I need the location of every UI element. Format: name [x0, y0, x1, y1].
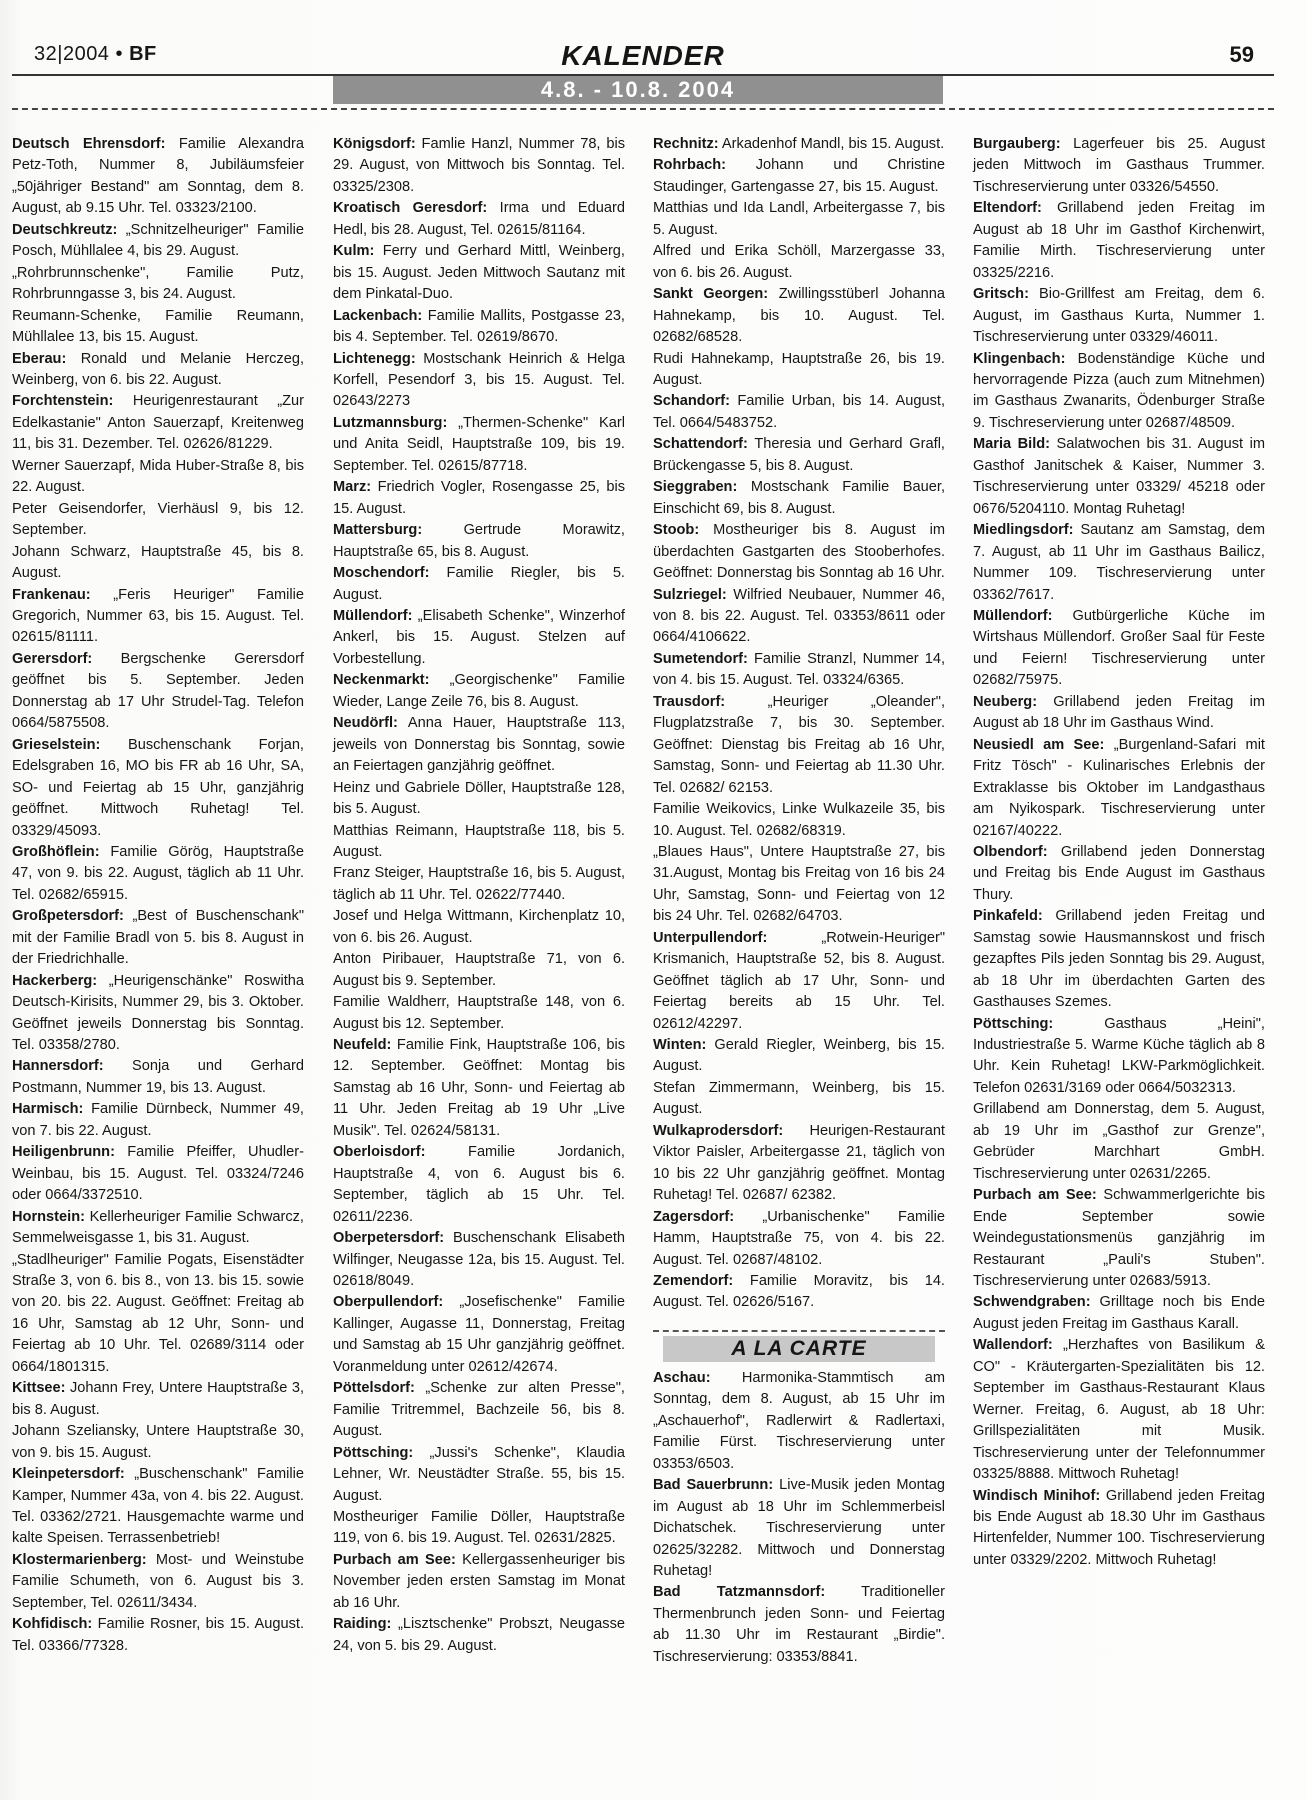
listing-entry [12, 906, 304, 970]
listing-entry [973, 284, 1265, 348]
listing-entry [12, 391, 304, 455]
listing-entry [12, 1550, 304, 1614]
listing-entry [333, 1228, 625, 1292]
listing-place: Müllendorf: [333, 607, 413, 624]
listing-text: Familie Dürnbeck, Nummer 49, von 7. bis 22. August. [12, 1101, 304, 1139]
listing-entry [973, 198, 1265, 284]
listing-entry [333, 778, 625, 821]
listing-text: Irma und Eduard Hedl, bis 28. August, Tel. 02615/81164. [333, 200, 625, 238]
listing-place: Raiding: [333, 1616, 392, 1633]
listing-place: Pöttsching: [973, 1015, 1054, 1032]
listing-text: Stefan Zimmermann, Weinberg, bis 15. August. [653, 1079, 945, 1118]
listing-entry [973, 735, 1265, 842]
listing-entry [12, 499, 304, 542]
listing-text: Ferry und Gerhard Mittl, Weinberg, bis 15. August. Jeden Mittwoch Sautanz mit dem Pinkatal-Duo. [333, 243, 625, 303]
page-header [12, 40, 1274, 74]
listing-place: Großhöflein: [12, 843, 100, 860]
listing-entry [973, 1292, 1265, 1335]
listing-place: Oberpetersdorf: [333, 1230, 445, 1247]
listing-entry [12, 542, 304, 585]
listing-place: Stoob: [653, 522, 700, 539]
listing-entry [973, 606, 1265, 692]
listing-entry [653, 520, 945, 584]
listing-place: Neudörfl: [333, 715, 398, 732]
listing-text: Johann und Christine Staudinger, Gartengasse 27, bis 15. August. [653, 157, 946, 195]
listing-place: Schandorf: [653, 393, 731, 410]
listing-entry [653, 1582, 945, 1668]
listing-text: Bodenständige Küche und hervorragende Pizza (auch zum Mitnehmen) im Gasthaus Zwanarits, Ödenburger Straße 9. Tischreservierung unter 02687/48509. [973, 350, 1265, 431]
listing-entry [333, 241, 625, 305]
listing-text: Bergschenke Gerersdorf geöffnet bis 5. September. Jeden Donnerstag ab 17 Uhr Strudel-Tag. Telefon 0664/5875508. [12, 650, 304, 732]
listing-entry [653, 284, 945, 348]
listing-text: Matthias und Ida Landl, Arbeitergasse 7, bis 5. August. [653, 200, 945, 238]
listing-entry [333, 821, 625, 864]
listing-text: Mostheuriger bis 8. August im überdachten Gastgarten des Stooberhofes. Geöffnet: Donnerstag bis Sonntag ab 16 Uhr. [653, 522, 945, 582]
listing-place: Purbach am See: [973, 1187, 1097, 1204]
listing-entry [12, 735, 304, 842]
listing-text: Grillabend jeden Donnerstag und Freitag bis Ende August im Gasthaus Thury. [973, 843, 1265, 903]
listing-text: „Stadlheuriger" Familie Pogats, Eisenstädter Straße 3, von 6. bis 8., von 13. bis 15. sowie von 20. bis 22. August. Geöffnet: Freitag ab 16 Uhr, Samstag ab 12 Uhr, Sonn- und Feiertag ab 10 Uhr. Tel. 02689/3114 oder 0664/1801315. [12, 1251, 304, 1375]
listing-place: Wulkaprodersdorf: [653, 1122, 784, 1139]
listing-entry [333, 1614, 625, 1657]
listing-place: Sankt Georgen: [653, 286, 769, 303]
listing-entry [653, 391, 945, 434]
listing-place: Winten: [653, 1037, 707, 1054]
listing-entry [12, 971, 304, 1057]
listing-text: Buschenschank Forjan, Edelsgraben 16, MO bis FR ab 16 Uhr, SA, SO- und Feiertag ab 15 Uhr, ganzjährig geöffnet. Mittwoch Ruhetag! Tel. 03329/45093. [12, 736, 304, 839]
listing-text: Lagerfeuer bis 25. August jeden Mittwoch im Gasthaus Trummer. Tischreservierung unter 03326/54550. [973, 136, 1265, 195]
listing-text: „Feris Heuriger" Familie Gregorich, Nummer 63, bis 15. August. Tel. 02615/81111. [12, 586, 304, 646]
column-3-entries [653, 134, 945, 1314]
listing-text: „Georgischenke" Familie Wieder, Lange Zeile 76, bis 8. August. [333, 672, 625, 710]
listing-text: Most- und Weinstube Familie Schumeth, von 6. August bis 3. September, Tel. 02611/3434. [12, 1551, 304, 1611]
listing-text: „Buschenschank" Familie Kamper, Nummer 43a, von 4. bis 22. August. Tel. 03362/2721. Hausgemachte warme und kalte Speisen. Terrassenbetrieb! [12, 1466, 304, 1547]
listing-text: Theresia und Gerhard Grafl, Brückengasse 5, bis 8. August. [653, 436, 945, 474]
listing-place: Frankenau: [12, 586, 91, 603]
listing-entry [333, 477, 625, 520]
listing-place: Miedlingsdorf: [973, 522, 1074, 539]
listing-text: Grillabend am Donnerstag, dem 5. August, ab 19 Uhr im „Gasthof zur Grenze", Gebrüder Marchhart GmbH. Tischreservierung unter 02631/2265. [973, 1101, 1265, 1182]
listing-entry [12, 220, 304, 263]
listing-place: Pinkafeld: [973, 908, 1043, 925]
listing-text: „Schenke zur alten Presse", Familie Tritremmel, Bachzeile 56, bis 8. August. [333, 1380, 625, 1440]
a-la-carte-title: A LA CARTE [663, 1336, 935, 1362]
listing-entry [333, 670, 625, 713]
listing-text: „Schnitzelheuriger" Familie Posch, Mühllalee 4, bis 29. August. [12, 221, 304, 260]
listing-entry [333, 520, 625, 563]
listing-entry [653, 842, 945, 928]
listing-entry [333, 1142, 625, 1228]
listing-text: Bio-Grillfest am Freitag, dem 6. August, im Gasthaus Kurta, Nummer 1. Tischreservierung unter 03329/46011. [973, 286, 1265, 346]
listing-place: Neusiedl am See: [973, 736, 1105, 753]
listing-text: Salatwochen bis 31. August im Gasthof Janitschek & Kaiser, Nummer 3. Tischreservierung unter 03329/ 45218 oder 0676/5204110. Montag Ruhetag! [973, 436, 1265, 517]
listing-place: Olbendorf: [973, 843, 1048, 860]
listing-entry [12, 349, 304, 392]
listing-place: Schwendgraben: [973, 1294, 1091, 1311]
listing-text: Peter Geisendorfer, Vierhäusl 9, bis 12. September. [12, 500, 304, 539]
column-3 [653, 134, 945, 1668]
listing-entry [653, 1121, 945, 1207]
listing-text: Grilltage noch bis Ende August jeden Freitag im Gasthaus Karall. [973, 1294, 1265, 1332]
listing-text: Rudi Hahnekamp, Hauptstraße 26, bis 19. August. [653, 350, 945, 388]
listing-entry [333, 906, 625, 949]
listing-entry [333, 992, 625, 1035]
listing-text: Josef und Helga Wittmann, Kirchenplatz 10, von 6. bis 26. August. [333, 908, 625, 946]
listing-text: Buschenschank Elisabeth Wilfinger, Neugasse 12a, bis 15. August. Tel. 02618/8049. [333, 1230, 625, 1290]
column-1 [12, 134, 304, 1657]
listing-place: Neufeld: [333, 1037, 392, 1054]
listing-entry [333, 863, 625, 906]
listing-place: Klingenbach: [973, 350, 1066, 367]
listing-text: „Thermen-Schenke" Karl und Anita Seidl, Hauptstraße 109, bis 19. September. Tel. 02615/87718. [333, 414, 625, 474]
listing-place: Rohrbach: [653, 157, 726, 174]
a-la-carte-heading [653, 1330, 945, 1362]
listing-text: Friedrich Vogler, Rosengasse 25, bis 15. August. [333, 479, 625, 517]
listing-place: Gritsch: [973, 286, 1029, 303]
listing-text: Harmonika-Stammtisch am Sonntag, dem 8. August, ab 15 Uhr im „Aschauerhof", Radlerwirt & Radlertaxi, Familie Fürst. Tischreservierung unter 03353/6503. [653, 1369, 945, 1472]
listing-place: Bad Sauerbrunn: [653, 1477, 774, 1494]
listing-text: Anton Piribauer, Hauptstraße 71, von 6. August bis 9. September. [333, 951, 625, 989]
listing-entry [333, 1378, 625, 1442]
listing-place: Kulm: [333, 243, 375, 260]
listing-text: „Elisabeth Schenke", Winzerhof Ankerl, bis 15. August. Stelzen auf Vorbestellung. [333, 607, 625, 667]
listing-entry [333, 198, 625, 241]
listing-text: Wilfried Neubauer, Nummer 46, von 8. bis 22. August. Tel. 03353/8611 oder 0664/4106622. [653, 586, 945, 646]
listing-entry [333, 1035, 625, 1142]
date-range-banner: 4.8. - 10.8. 2004 [333, 76, 943, 104]
listing-entry [12, 306, 304, 349]
listing-entry [653, 1368, 945, 1475]
listing-entry [12, 134, 304, 220]
listing-text: Familie Rosner, bis 15. August. Tel. 03366/77328. [12, 1616, 304, 1654]
listing-place: Heiligenbrunn: [12, 1144, 115, 1161]
listing-place: Bad Tatzmannsdorf: [653, 1584, 826, 1601]
listing-text: Heurigen-Restaurant Viktor Paisler, Arbeitergasse 21, täglich von 10 bis 22 Uhr ganzjährig geöffnet. Montag Ruhetag! Tel. 02687/ 62382. [653, 1122, 945, 1204]
listing-text: „Best of Buschenschank" mit der Familie Bradl von 5. bis 8. August in der Friedrichhalle. [12, 908, 304, 968]
listing-entry [973, 1185, 1265, 1292]
listing-entry [973, 1335, 1265, 1485]
listing-entry [12, 456, 304, 499]
listing-text: Schwammerlgerichte bis Ende September sowie Weindegustationsmenüs ganzjährig im Restaurant „Pauli's Stuben". Tischreservierung unter 02683/5913. [973, 1187, 1266, 1290]
listing-entry [653, 1035, 945, 1078]
listing-entry [12, 1099, 304, 1142]
listing-entry [333, 1292, 625, 1378]
listing-text: Werner Sauerzapf, Mida Huber-Straße 8, bis 22. August. [12, 457, 304, 496]
listing-entry [973, 842, 1265, 906]
listing-text: Zwillingsstüberl Johanna Hahnekamp, bis 10. August. Tel. 02682/68528. [653, 286, 945, 346]
listing-place: Königsdorf: [333, 136, 416, 152]
listing-entry [333, 563, 625, 606]
listing-text: Matthias Reimann, Hauptstraße 118, bis 5. August. [333, 822, 625, 860]
listing-place: Wallendorf: [973, 1337, 1053, 1354]
listing-text: Kellerheuriger Familie Schwarcz, Semmelweisgasse 1, bis 31. August. [12, 1208, 304, 1247]
listing-text: Familie Alexandra Petz-Toth, Nummer 8, Jubiläumsfeier „50jähriger Bestand" am Sonntag, dem 8. August, ab 9.15 Uhr. Tel. 03323/2100. [12, 136, 305, 217]
listing-entry [973, 692, 1265, 735]
listing-place: Sumetendorf: [653, 650, 748, 667]
listing-place: Eberau: [12, 350, 67, 367]
listing-entry [333, 306, 625, 349]
listing-text: Sautanz am Samstag, dem 7. August, ab 11 Uhr im Gasthaus Bailicz, Nummer 109. Tischreservierung unter 03362/7617. [973, 522, 1265, 603]
listing-text: Familie Jordanich, Hauptstraße 4, von 6. August bis 6. September, täglich ab 15 Uhr. Tel. 02611/2236. [333, 1144, 625, 1225]
listing-entry [653, 1207, 945, 1271]
listing-entry [333, 1550, 625, 1614]
listing-text: Grillabend jeden Freitag bis Ende August ab 18.30 Uhr im Gasthaus Hirtenfelder, Nummer 100. Tischreservierung unter 03329/2202. Mittwoch Ruhetag! [973, 1487, 1265, 1568]
listing-place: Sieggraben: [653, 479, 738, 496]
listing-place: Kroatisch Geresdorf: [333, 200, 488, 217]
listing-entry [12, 1421, 304, 1464]
listing-place: Windisch Minihof: [973, 1487, 1101, 1504]
listing-text: Familie Weikovics, Linke Wulkazeile 35, bis 10. August. Tel. 02682/68319. [653, 801, 945, 839]
listing-entry [973, 134, 1265, 198]
listing-entry [973, 434, 1265, 520]
listing-text: Familie Fink, Hauptstraße 106, bis 12. September. Geöffnet: Montag bis Samstag ab 16 Uhr, Sonn- und Feiertag ab 11 Uhr. Jeden Freitag ab 19 Uhr „Live Musik". Tel. 02624/58131. [333, 1037, 626, 1139]
listing-place: Lackenbach: [333, 307, 423, 324]
listing-entry [333, 606, 625, 670]
listing-place: Trausdorf: [653, 693, 726, 710]
listing-text: Familie Waldherr, Hauptstraße 148, von 6. August bis 12. September. [333, 994, 625, 1032]
listing-entry [653, 585, 945, 649]
listing-place: Kleinpetersdorf: [12, 1466, 125, 1483]
section-title: KALENDER [561, 40, 725, 71]
listing-place: Kohfidisch: [12, 1616, 93, 1633]
listing-entry [12, 649, 304, 735]
listing-place: Hackerberg: [12, 972, 98, 989]
listing-place: Hannersdorf: [12, 1058, 104, 1075]
paper-name: BF [129, 43, 157, 65]
listing-place: Pöttelsdorf: [333, 1380, 415, 1397]
listing-entry [12, 263, 304, 306]
listing-place: Moschendorf: [333, 565, 430, 582]
listing-entry [333, 713, 625, 777]
listing-place: Schattendorf: [653, 436, 748, 453]
listing-text: Grillabend jeden Freitag im August ab 18 Uhr im Gasthaus Wind. [973, 693, 1265, 732]
listing-entry [653, 198, 945, 241]
listing-place: Purbach am See: [333, 1551, 456, 1568]
listing-text: Familie Riegler, bis 5. August. [333, 565, 625, 603]
listing-entry [12, 1142, 304, 1206]
listing-text: „Urbanischenke" Familie Hamm, Hauptstraße 75, von 4. bis 22. August. Tel. 02687/48102. [653, 1208, 945, 1268]
listing-entry [12, 842, 304, 906]
listing-place: Müllendorf: [973, 607, 1053, 624]
listing-text: Familie Mallits, Postgasse 23, bis 4. September. Tel. 02619/8670. [333, 307, 625, 346]
listing-entry [653, 649, 945, 692]
listing-text: „Burgenland-Safari mit Fritz Tösch" - Kulinarisches Erlebnis der Extraklasse bis Oktober im Landgasthaus am Nyikospark. Tischreservierung unter 02167/40222. [973, 736, 1265, 839]
listing-text: Ronald und Melanie Herczeg, Weinberg, von 6. bis 22. August. [12, 350, 304, 388]
listing-text: „Rotwein-Heuriger" Krismanich, Hauptstraße 52, bis 8. August. Geöffnet täglich ab 17 Uhr, Sonn- und Feiertag bereits ab 15 Uhr. Tel. 02612/42297. [653, 929, 945, 1032]
listing-entry [333, 1443, 625, 1507]
listing-place: Lichtenegg: [333, 350, 416, 367]
listing-text: „Heuriger „Oleander", Flugplatzstraße 7, bis 30. September. Geöffnet: Dienstag bis Freitag ab 16 Uhr, Samstag, Sonn- und Feiertag ab 11.30 Uhr. Tel. 02682/ 62153. [653, 693, 945, 796]
listing-text: Johann Szeliansky, Untere Hauptstraße 30, von 9. bis 15. August. [12, 1423, 304, 1461]
listing-place: Maria Bild: [973, 436, 1051, 453]
listing-text: Anna Hauer, Hauptstraße 113, jeweils von Donnerstag bis Sonntag, sowie an Feiertagen ganzjährig geöffnet. [333, 715, 626, 775]
listing-entry [653, 434, 945, 477]
column-4 [973, 134, 1265, 1571]
listing-text: Traditioneller Thermenbrunch jeden Sonn- und Feiertag ab 11.30 Uhr im Restaurant „Birdie". Tischreservierung: 03353/8841. [653, 1584, 945, 1665]
issue-number: 32|2004 • [34, 43, 123, 65]
listing-text: Sonja und Gerhard Postmann, Nummer 19, bis 13. August. [12, 1058, 304, 1096]
listing-place: Sulzriegel: [653, 586, 727, 603]
column-2 [333, 134, 625, 1657]
listing-text: Familie Görög, Hauptstraße 47, von 9. bis 22. August, täglich ab 11 Uhr. Tel. 02682/65915. [12, 843, 304, 903]
listing-text: Live-Musik jeden Montag im August ab 18 Uhr im Schlemmerbeisl Dichatschek. Tischreservierung unter 02625/32282. Mittwoch und Donnerstag Ruhetag! [653, 1477, 945, 1579]
listing-text: „Heurigenschänke" Roswitha Deutsch-Kirisits, Nummer 29, bis 3. Oktober. Geöffnet jeweils Donnerstag bis Sonntag. Tel. 03358/2780. [12, 972, 304, 1054]
listing-text: „Herzhaftes von Basilikum & CO" - Kräutergarten-Spezialitäten bis 12. September im Gasthaus-Restaurant Klaus Werner. Freitag, 6. August, ab 18 Uhr: Grillspezialitäten mit Musik. Tischreservierung unter der Telefonnummer 03325/8888. Mittwoch Ruhetag! [973, 1337, 1265, 1483]
listing-text: „Rohrbrunnschenke", Familie Putz, Rohrbrunngasse 3, bis 24. August. [12, 264, 304, 303]
listing-place: Kittsee: [12, 1380, 66, 1397]
listing-place: Pöttsching: [333, 1444, 414, 1461]
listing-text: Mostschank Heinrich & Helga Korfell, Pesendorf 3, bis 15. August. Tel. 02643/2273 [333, 350, 625, 410]
listing-text: Heurigenrestaurant „Zur Edelkastanie" Anton Sauerzapf, Kreitenweg 11, bis 31. Dezember. Tel. 02626/81229. [12, 393, 304, 453]
listing-place: Zagersdorf: [653, 1208, 735, 1225]
listing-place: Grieselstein: [12, 736, 101, 753]
listing-place: Hornstein: [12, 1208, 85, 1225]
listing-place: Gerersdorf: [12, 650, 93, 667]
listing-text: „Lisztschenke" Probszt, Neugasse 24, von 5. bis 29. August. [333, 1616, 625, 1654]
listing-text: Grillabend jeden Freitag und Samstag sowie Hausmannskost und frisch gezapftes Pils jeden Sonntag bis 29. August, ab 18 Uhr im überdachten Garten des Gasthauses Szemes. [973, 908, 1265, 1011]
page-number: 59 [1229, 42, 1254, 67]
listing-place: Neuberg: [973, 693, 1038, 710]
listing-place: Unterpullendorf: [653, 929, 768, 946]
listing-entry [333, 949, 625, 992]
listing-place: Burgauberg: [973, 136, 1061, 152]
listing-place: Rechnitz: [653, 136, 719, 152]
listing-entry [653, 349, 945, 392]
listing-text: Kellergassenheuriger bis November jeden ersten Samstag im Monat ab 16 Uhr. [333, 1551, 626, 1611]
listing-text: Johann Frey, Untere Hauptstraße 3, bis 8. August. [12, 1380, 304, 1418]
dashed-divider [12, 108, 1274, 110]
listing-text: Alfred und Erika Schöll, Marzergasse 33, von 6. bis 26. August. [653, 243, 945, 281]
listing-text: Familie Urban, bis 14. August, Tel. 0664/5483752. [653, 393, 945, 431]
listing-place: Forchtenstein: [12, 393, 114, 410]
listing-entry [973, 1099, 1265, 1185]
listing-text: Gutbürgerliche Küche im Wirtshaus Müllendorf. Großer Saal für Feste und Feiern! Tischreservierung unter 02682/75975. [973, 607, 1265, 689]
listing-place: Neckenmarkt: [333, 672, 430, 689]
listing-place: Oberloisdorf: [333, 1144, 426, 1161]
listing-place: Mattersburg: [333, 522, 423, 539]
listing-entry [12, 1614, 304, 1657]
listing-text: Famlie Hanzl, Nummer 78, bis 29. August, von Mittwoch bis Sonntag. Tel. 03325/2308. [333, 136, 625, 195]
listing-text: Heinz und Gabriele Döller, Hauptstraße 128, bis 5. August. [333, 779, 625, 818]
listing-place: Großpetersdorf: [12, 908, 124, 925]
listing-entry [333, 349, 625, 413]
listing-text: Mostschank Familie Bauer, Einschicht 69, bis 8. August. [653, 479, 945, 517]
listing-text: Franz Steiger, Hauptstraße 16, bis 5. August, täglich ab 11 Uhr. Tel. 02622/77440. [333, 865, 625, 903]
listing-text: „Blaues Haus", Untere Hauptstraße 27, bis 31.August, Montag bis Freitag von 16 bis 24 Uhr, Samstag, Sonn- und Feiertag von 12 bis 24 Uhr. Tel. 02682/64703. [653, 843, 945, 925]
a-la-carte-entries [653, 1368, 945, 1668]
listing-entry [653, 1475, 945, 1582]
listing-place: Deutschkreutz: [12, 221, 118, 238]
listing-text: „Jussi's Schenke", Klaudia Lehner, Wr. Neustädter Straße. 55, bis 15. August. [333, 1444, 625, 1504]
listing-entry [653, 241, 945, 284]
listing-entry [973, 349, 1265, 435]
listing-place: Deutsch Ehrensdorf: [12, 136, 166, 152]
listing-entry [653, 134, 945, 155]
listing-text: Familie Stranzl, Nummer 14, von 4. bis 15. August. Tel. 03324/6365. [653, 650, 945, 689]
listing-entry [653, 1078, 945, 1121]
listing-entry [12, 1378, 304, 1421]
listing-text: Gertrude Morawitz, Hauptstraße 65, bis 8. August. [333, 522, 625, 560]
listing-place: Eltendorf: [973, 200, 1042, 217]
listing-entry [333, 134, 625, 198]
listing-entry [973, 520, 1265, 606]
listing-entry [333, 1507, 625, 1550]
listing-text: Gasthaus „Heini", Industriestraße 5. Warme Küche täglich ab 8 Uhr. Kein Ruhetag! LKW-Parkmöglichkeit. Telefon 02631/3169 oder 0664/5032313. [973, 1015, 1265, 1096]
listing-place: Oberpullendorf: [333, 1294, 444, 1311]
listing-entry [12, 585, 304, 649]
listing-place: Marz: [333, 479, 372, 496]
listing-text: Mostheuriger Familie Döller, Hauptstraße 119, von 6. bis 19. August. Tel. 02631/2825. [333, 1509, 625, 1547]
listing-entry [12, 1207, 304, 1250]
listing-entry [653, 477, 945, 520]
listing-text: Familie Pfeiffer, Uhudler-Weinbau, bis 15. August. Tel. 03324/7246 oder 0664/3372510. [12, 1144, 305, 1204]
listing-place: Aschau: [653, 1369, 711, 1386]
listing-place: Klostermarienberg: [12, 1551, 147, 1568]
listing-text: Johann Schwarz, Hauptstraße 45, bis 8. August. [12, 543, 304, 582]
listing-entry [973, 1486, 1265, 1572]
listing-text: Familie Moravitz, bis 14. August. Tel. 02626/5167. [653, 1273, 945, 1311]
listing-entry [12, 1056, 304, 1099]
listing-entry [12, 1250, 304, 1379]
listing-entry [973, 1014, 1265, 1100]
listing-entry [653, 799, 945, 842]
listing-entry [653, 928, 945, 1035]
listing-entry [12, 1464, 304, 1550]
listing-entry [653, 692, 945, 799]
listing-text: Arkadenhof Mandl, bis 15. August. [721, 136, 945, 152]
listing-text: Grillabend jeden Freitag im August ab 18 Uhr im Gasthof Kirchenwirt, Familie Mirth. Tischreservierung unter 03325/2216. [973, 200, 1265, 281]
listing-text: Reumann-Schenke, Familie Reumann, Mühllalee 13, bis 15. August. [12, 307, 304, 346]
listing-place: Lutzmannsburg: [333, 414, 448, 431]
listing-text: Gerald Riegler, Weinberg, bis 15. August. [653, 1037, 945, 1075]
listing-place: Zemendorf: [653, 1273, 734, 1290]
listing-place: Harmisch: [12, 1101, 84, 1118]
listing-entry [333, 413, 625, 477]
listing-text: „Josefischenke" Familie Kallinger, Augasse 11, Donnerstag, Freitag und Samstag ab 15 Uhr ganzjährig geöffnet. Voranmeldung unter 02612/42674. [333, 1294, 625, 1375]
listing-entry [653, 155, 945, 198]
listing-entry [653, 1271, 945, 1314]
listing-entry [973, 906, 1265, 1013]
